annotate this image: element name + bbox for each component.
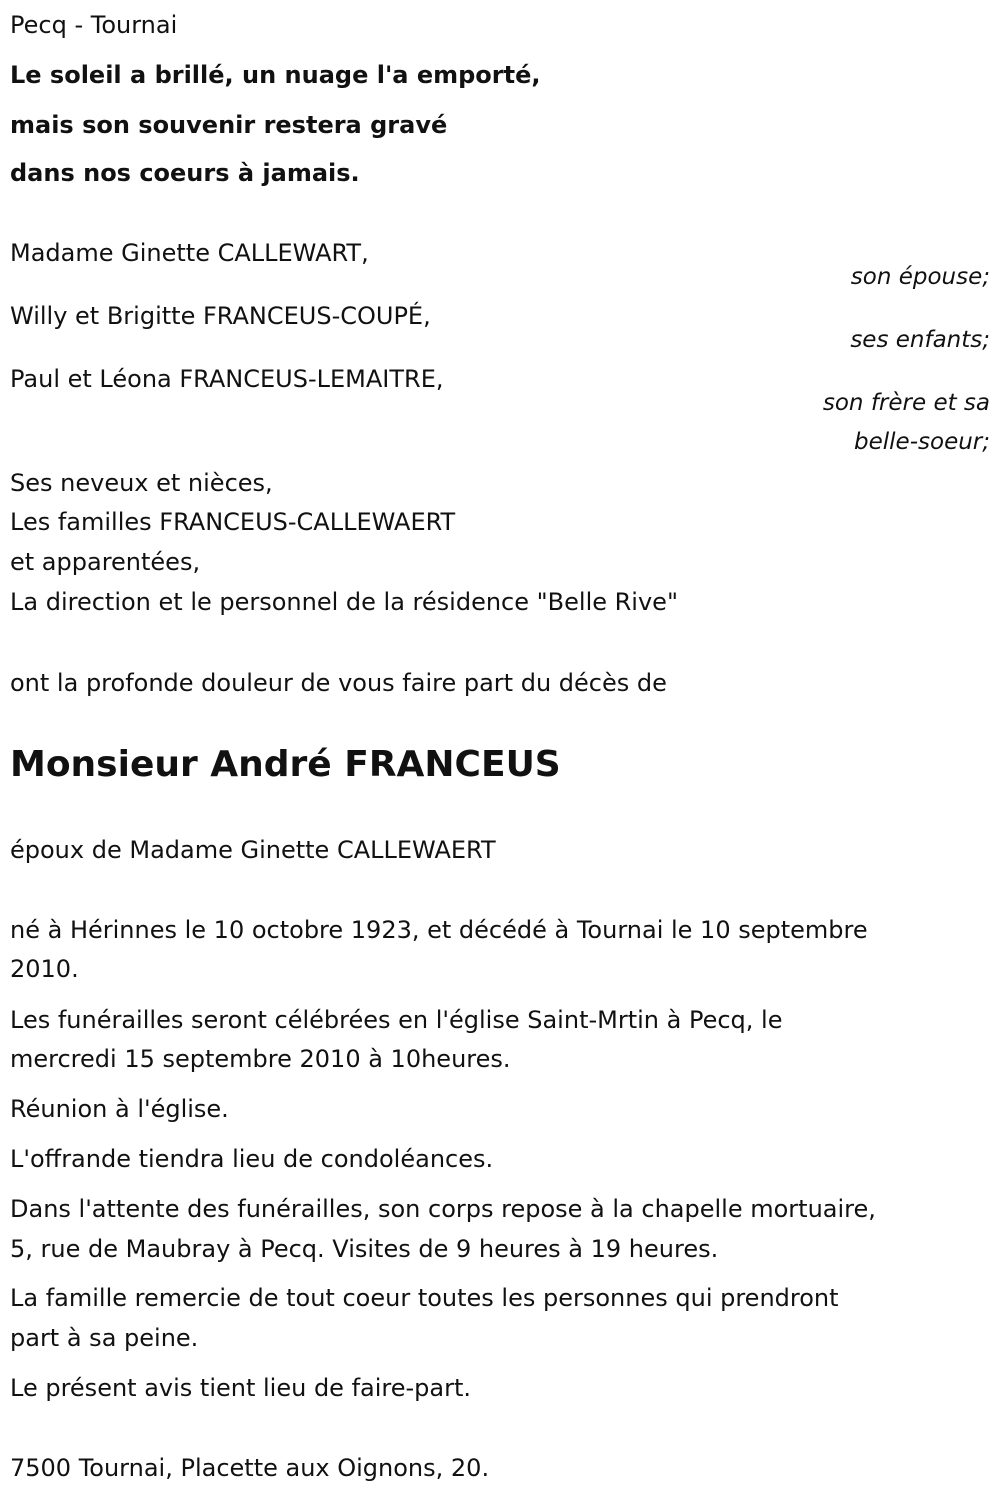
paragraph-line: La famille remercie de tout coeur toutes les personnes qui prendront bbox=[10, 1284, 839, 1312]
paragraph-line: né à Hérinnes le 10 octobre 1923, et décédé à Tournai le 10 septembre bbox=[10, 916, 868, 944]
paragraph-line: Réunion à l'église. bbox=[10, 1095, 229, 1123]
family-relation: belle-soeur; bbox=[854, 429, 990, 455]
family-name: Madame Ginette CALLEWART, bbox=[10, 239, 369, 267]
announcement: ont la profonde douleur de vous faire part du décès de bbox=[10, 669, 667, 697]
poem-line: Le soleil a brillé, un nuage l'a emporté, bbox=[10, 61, 541, 89]
deceased-name: Monsieur André FRANCEUS bbox=[10, 744, 561, 785]
paragraph-line: Dans l'attente des funérailles, son corps repose à la chapelle mortuaire, bbox=[10, 1195, 876, 1223]
family-relation: son frère et sa bbox=[822, 390, 990, 416]
others-line: Ses neveux et nièces, bbox=[10, 469, 273, 497]
paragraph-line: Les funérailles seront célébrées en l'église Saint-Mrtin à Pecq, le bbox=[10, 1006, 783, 1034]
family-name: Willy et Brigitte FRANCEUS-COUPÉ, bbox=[10, 302, 431, 330]
others-line: Les familles FRANCEUS-CALLEWAERT bbox=[10, 508, 456, 536]
spouse-line: époux de Madame Ginette CALLEWAERT bbox=[10, 836, 496, 864]
paragraph-line: 5, rue de Maubray à Pecq. Visites de 9 heures à 19 heures. bbox=[10, 1235, 719, 1263]
paragraph-line: L'offrande tiendra lieu de condoléances. bbox=[10, 1145, 494, 1173]
address: 7500 Tournai, Placette aux Oignons, 20. bbox=[10, 1454, 490, 1482]
family-relation: son épouse; bbox=[850, 264, 990, 290]
others-line: et apparentées, bbox=[10, 548, 201, 576]
family-name: Paul et Léona FRANCEUS-LEMAITRE, bbox=[10, 365, 444, 393]
paragraph-line: Le présent avis tient lieu de faire-part. bbox=[10, 1374, 472, 1402]
location: Pecq - Tournai bbox=[10, 11, 178, 39]
paragraph-line: part à sa peine. bbox=[10, 1324, 199, 1352]
paragraph-line: mercredi 15 septembre 2010 à 10heures. bbox=[10, 1045, 511, 1073]
poem-line: dans nos coeurs à jamais. bbox=[10, 159, 360, 187]
others-line: La direction et le personnel de la résidence "Belle Rive" bbox=[10, 588, 678, 616]
poem-line: mais son souvenir restera gravé bbox=[10, 111, 448, 139]
family-relation: ses enfants; bbox=[850, 327, 990, 353]
paragraph-line: 2010. bbox=[10, 955, 79, 983]
